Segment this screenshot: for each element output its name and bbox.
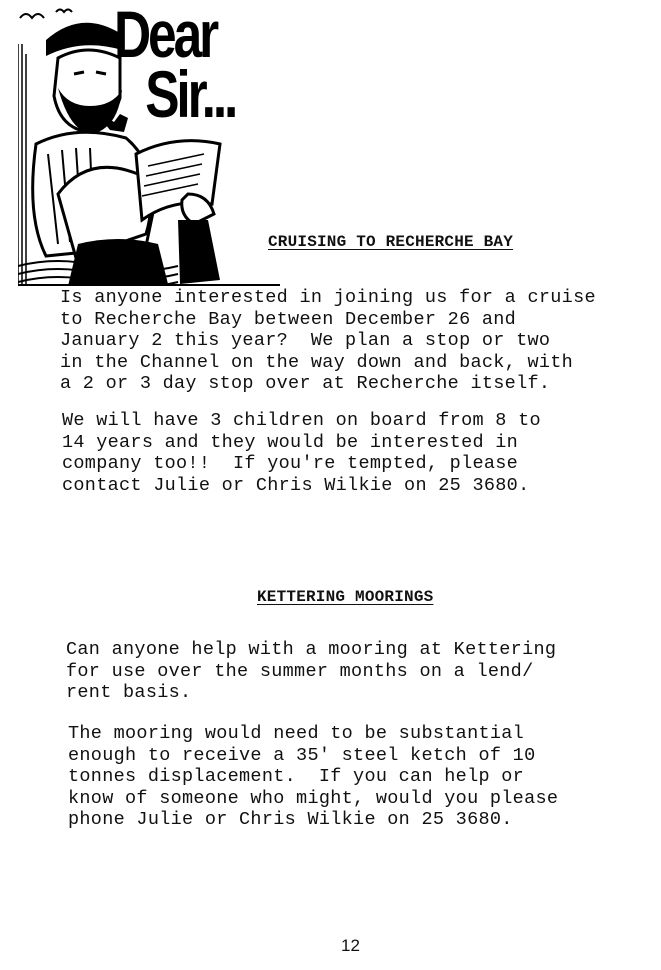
text-line: for use over the summer months on a lend/ <box>66 660 534 682</box>
masthead-title-line1: Dear <box>114 0 216 71</box>
text-line: Is anyone interested in joining us for a cruise <box>60 287 596 308</box>
text-line: enough to receive a 35' steel ketch of 10 <box>68 744 536 766</box>
text-line: Can anyone help with a mooring at Kettering <box>66 639 557 660</box>
text-line: We will have 3 children on board from 8 to <box>62 410 541 431</box>
text-line: company too!! If you're tempted, please <box>62 453 519 474</box>
text-line: January 2 this year? We plan a stop or two <box>60 330 551 351</box>
text-line: tonnes displacement. If you can help or <box>68 766 525 787</box>
masthead-title <box>114 0 236 131</box>
article-heading-recherche-bay: CRUISING TO RECHERCHE BAY <box>268 233 514 251</box>
page-number: 12 <box>341 936 360 955</box>
article-heading-kettering-moorings: KETTERING MOORINGS <box>257 588 434 606</box>
text-line: 14 years and they would be interested in <box>62 431 519 453</box>
text-line: know of someone who might, would you please <box>68 787 559 809</box>
text-line: contact Julie or Chris Wilkie on 25 3680. <box>62 474 530 496</box>
article2-paragraph-1 <box>66 639 556 704</box>
text-line: a 2 or 3 day stop over at Recherche itself. <box>60 373 551 394</box>
text-line: in the Channel on the way down and back, with <box>60 351 574 373</box>
text-line: rent basis. <box>66 682 192 703</box>
text-line: phone Julie or Chris Wilkie on 25 3680. <box>68 809 513 830</box>
masthead <box>18 0 280 286</box>
text-line: The mooring would need to be substantial <box>68 723 525 744</box>
article2-paragraph-2 <box>68 723 558 831</box>
article1-paragraph-1 <box>60 287 596 395</box>
masthead-title-line2: Sir... <box>145 57 236 131</box>
article1-paragraph-2 <box>62 410 541 496</box>
text-line: to Recherche Bay between December 26 and <box>60 308 517 330</box>
